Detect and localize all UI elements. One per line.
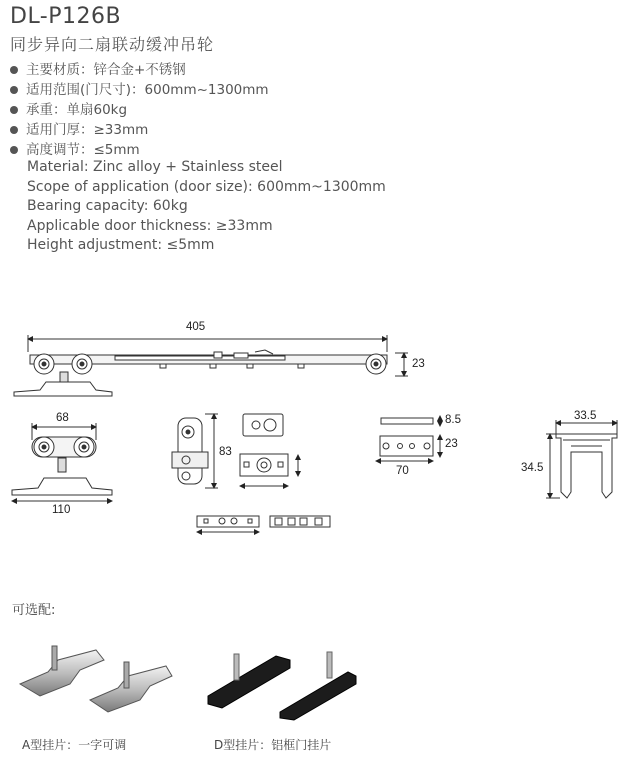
plate-views — [240, 414, 298, 486]
bottom-profiles — [197, 516, 330, 532]
rail-profile — [546, 420, 617, 498]
product-name: 同步异向二扇联动缓冲吊轮 — [10, 35, 215, 54]
side-profile — [172, 414, 218, 488]
dim-label-clip-length: 70 — [396, 465, 409, 477]
options-title: 可选配: — [12, 603, 56, 618]
option-a-label: A型挂片：一字可调 — [22, 738, 127, 752]
dim-label-rail-width: 33.5 — [574, 410, 597, 422]
clip-views — [376, 416, 440, 461]
dim-label-overall-height: 23 — [412, 358, 425, 370]
dim-label-overall-length: 405 — [186, 321, 206, 333]
spec-item: 承重：单扇60kg — [10, 100, 269, 120]
dim-label-wheel-span: 68 — [56, 412, 69, 424]
option-d-label: D型挂片：铝框门挂片 — [214, 738, 332, 752]
spec-en-item: Scope of application (door size): 600mm~1300mm — [27, 178, 386, 195]
spec-en-item: Bearing capacity: 60kg — [27, 198, 188, 214]
dim-label-side-height: 83 — [219, 446, 232, 458]
spec-en-item: Height adjustment: ≤5mm — [27, 237, 215, 253]
spec-en-item: Material: Zinc alloy + Stainless steel — [27, 159, 283, 175]
spec-item: 高度调节：≤5mm — [10, 140, 269, 160]
dim-label-rail-height: 34.5 — [521, 462, 544, 474]
product-model: DL-P126B — [10, 4, 122, 29]
option-d-illustration — [208, 652, 356, 720]
spec-item: 主要材质：锌合金+不锈钢 — [10, 60, 269, 80]
front-view-assembly — [14, 335, 408, 396]
dim-label-plate-length: 110 — [52, 504, 71, 516]
spec-en-item: Applicable door thickness: ≥33mm — [27, 217, 273, 234]
option-a-illustration — [20, 646, 172, 712]
dim-label-clip-height: 23 — [445, 438, 458, 450]
spec-item: 适用门厚：≥33mm — [10, 120, 269, 140]
side-view-wheels — [12, 423, 112, 501]
spec-item: 适用范围(门尺寸)：600mm~1300mm — [10, 80, 269, 100]
dim-label-clip-thickness: 8.5 — [445, 414, 461, 426]
